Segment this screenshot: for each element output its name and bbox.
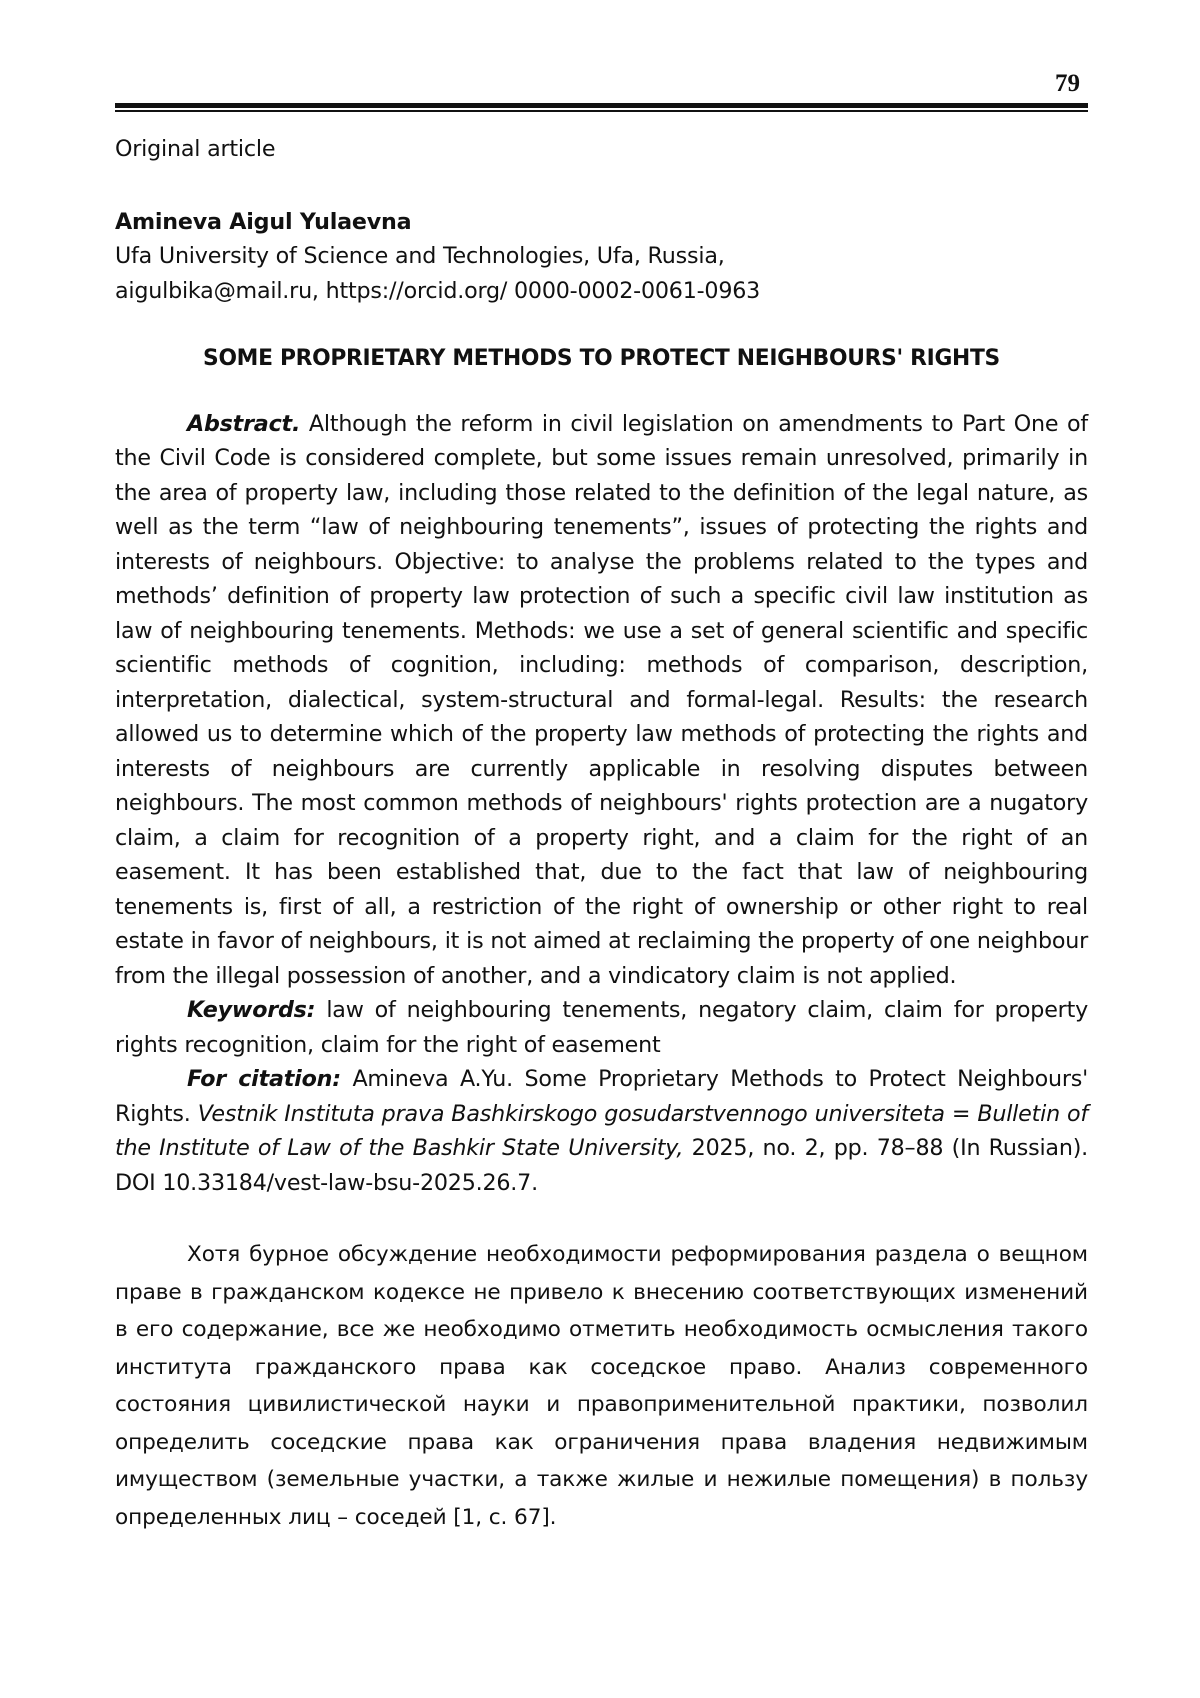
body-paragraph-ru: Хотя бурное обсуждение необходимости реформирования раздела о вещном праве в гражданском кодексе не привело к внесению соответствующих изменений в его содержание, все же необходимо отметить необходимость осмысления такого института гражданского права как соседское право. Анализ современного состояния цивилистической науки и правоприменительной практики, позволил определить соседские права как ограничения права владения недвижимым имуществом (земельные участки, а также жилые и нежилые помещения) в пользу определенных лиц – соседей [1, с. 67]. [115,1242,1088,1530]
citation-text: Amineva A.Yu. Some Proprietary Methods to Protect Neighbours' Rights. [115,1066,1088,1127]
citation-journal: Vestnik Instituta prava Bashkirskogo gosudarstvennogo universiteta = Bulletin of the Institute of Law of the Bashkir State University, [115,1100,1089,1161]
citation-label: For citation: [187,1066,341,1092]
abstract-paragraph [115,407,1088,994]
abstract-label: Abstract. [187,410,301,437]
citation-paragraph [115,1062,1088,1200]
keywords-label: Keywords: [187,997,316,1023]
article-title: SOME PROPRIETARY METHODS TO PROTECT NEIGHBOURS' RIGHTS [203,346,1000,371]
abstract-text: Although the reform in civil legislation on amendments to Part One of the Civil Code is considered complete, but some issues remain unresolved, primarily in the area of property law, including those related to the definition of the legal nature, as well as the term “law of neighbouring tenements”, issues of protecting the rights and interests of neighbours. Objective: to analyse the problems related to the types and methods’ definition of property law protection of such a specific civil law institution as law of neighbouring tenements. Methods: we use a set of general scientific and specific scientific methods of cognition, including: methods of comparison, description, interpretation, dialectical, system-structural and formal-legal. Results: the research allowed us to determine which of the property law methods of protecting the rights and interests of neighbours are currently applicable in resolving disputes between neighbours. The most common methods of neighbours' rights protection are a nugatory claim, a claim for recognition of a property right, and a claim for the right of an easement. It has been established that, due to the fact that law of neighbouring tenements is, first of all, a restriction of the right of ownership or other right to real estate in favor of neighbours, it is not aimed at reclaiming the property of one neighbour from the illegal possession of another, and a vindicatory claim is not applied. [115,410,1088,989]
author-contacts: aigulbika@mail.ru, https://orcid.org/ 0000-0002-0061-0963 [115,277,761,304]
citation-details: 2025, no. 2, pp. 78–88 (In Russian). DOI 10.33184/vest-law-bsu-2025.26.7. [115,1135,1088,1196]
author-block [115,205,1088,309]
header-rule-thin [115,110,1088,112]
article-type: Original article [115,136,276,162]
header-rule-thick [115,103,1088,108]
author-name: Amineva Aigul Yulaevna [115,208,412,235]
page-number: 79 [1055,70,1080,97]
keywords-text: law of neighbouring tenements, negatory claim, claim for property rights recognition, claim for the right of easement [115,997,1088,1058]
keywords-paragraph [115,993,1088,1062]
author-affiliation: Ufa University of Science and Technologies, Ufa, Russia, [115,243,725,269]
article-content [115,132,1088,1558]
